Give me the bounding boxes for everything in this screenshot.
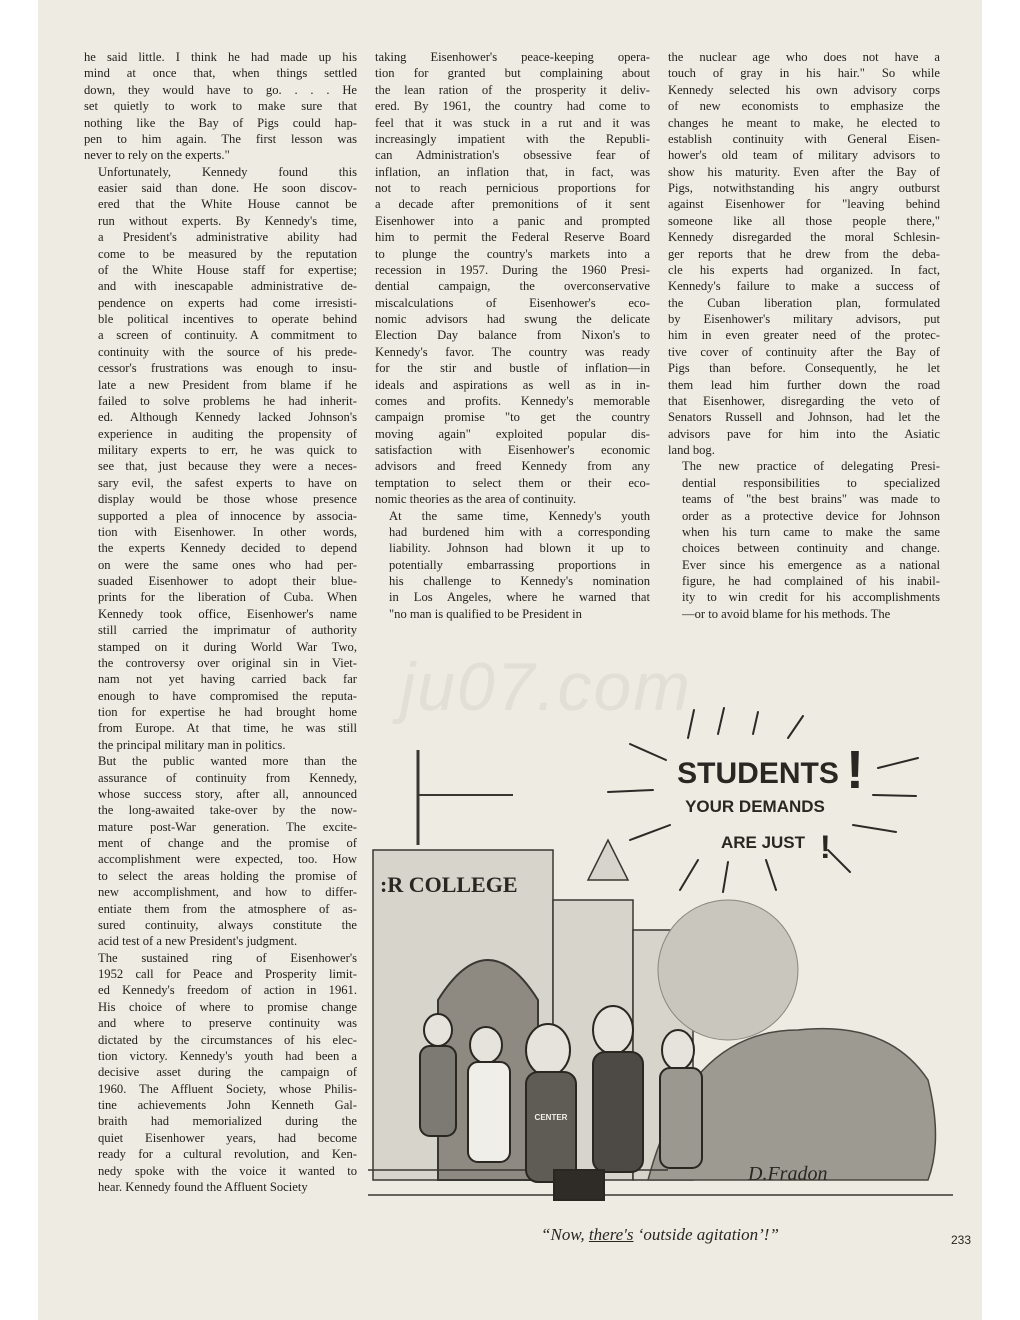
- text-line: down, they would have to go. . . . He: [84, 82, 357, 97]
- text-line: he said little. I think he had made up his: [84, 50, 357, 64]
- text-line: pen to him again. The first lesson was: [84, 131, 357, 146]
- text-line: touch of gray in his hair." So while: [668, 66, 940, 81]
- text-line: Election Day balance from Nixon's to: [375, 328, 650, 343]
- text-line: late a new President from blame if he: [98, 377, 357, 392]
- text-line: Pigs, notwithstanding his angry outburst: [668, 181, 940, 195]
- text-line: entiate them from the atmosphere of as-: [98, 901, 357, 916]
- caption-start: “Now,: [541, 1225, 589, 1244]
- text-line: military experts to err, he was quick to: [98, 443, 357, 457]
- text-line: the lean ration of the prosperity it deliv-: [375, 82, 650, 97]
- caption-end: ‘outside agitation’!”: [633, 1225, 779, 1244]
- text-line: nam not yet having carried back far: [98, 672, 357, 687]
- text-column-2: [375, 49, 650, 622]
- text-column-3: [668, 49, 940, 622]
- text-line: mature post-War generation. The excite-: [98, 819, 357, 834]
- text-line: the nuclear age who does not have a: [668, 50, 940, 64]
- text-line: quiet Eisenhower years, had become: [98, 1130, 357, 1145]
- text-line: nedy spoke with the voice it wanted to: [98, 1163, 357, 1178]
- text-line: taking Eisenhower's peace-keeping opera-: [375, 50, 650, 64]
- text-line: 1952 call for Peace and Prosperity limit-: [98, 967, 357, 981]
- text-line: when his turn came to make the same: [682, 524, 940, 539]
- text-line: supported a plea of innocence by associa-: [98, 508, 357, 523]
- text-line: never to rely on the experts.": [84, 148, 230, 163]
- text-line: Kennedy's favor. The country was ready: [375, 344, 650, 359]
- text-line: continuity with the source of his prede-: [98, 344, 357, 359]
- text-line: cle his experts had organized. In fact,: [668, 262, 940, 277]
- text-line: someone like all those people there,": [668, 213, 940, 228]
- text-line: satisfaction with Eisenhower's economic: [375, 443, 650, 457]
- text-line: a decade after premonitions of it sent: [375, 197, 650, 212]
- text-line: the principal military man in politics.: [98, 737, 286, 752]
- sign-text-students: STUDENTS: [677, 757, 839, 790]
- text-line: Senators Russell and Johnson, had let the: [668, 410, 940, 425]
- caption-underlined: there's: [588, 1225, 634, 1244]
- text-line: sary evil, the safest experts to have on: [98, 475, 357, 490]
- text-line: to plunge the country's markets into a: [375, 246, 650, 261]
- text-line: new accomplishment, and how to differ-: [98, 885, 357, 900]
- text-line: the long-awaited take-over by the now-: [98, 803, 357, 818]
- text-line: and where to preserve continuity was: [98, 1016, 357, 1031]
- paragraph: [375, 508, 650, 623]
- paragraph: [84, 753, 357, 950]
- text-line: Kennedy's failure to make a success of: [668, 279, 940, 294]
- text-line: not to reach pernicious proportions for: [375, 181, 650, 195]
- text-line: braith had memorialized during the: [98, 1114, 357, 1129]
- text-line: come to be measured by the reputation: [98, 246, 357, 261]
- text-line: figure, he had complained of his inabil-: [682, 574, 940, 588]
- text-line: failed to solve problems he had inherit-: [98, 393, 357, 408]
- text-line: still carried the imprimatur of authority: [98, 623, 357, 638]
- text-line: feel that it was stuck in a rut and it was: [375, 115, 650, 130]
- text-line: decisive asset during the campaign of: [98, 1065, 357, 1080]
- text-line: from Europe. At that time, he was still: [98, 721, 357, 736]
- text-line: easier said than done. He soon discov-: [98, 181, 357, 195]
- text-line: inflation, an inflation that, in fact, was: [375, 164, 650, 179]
- text-line: potentially embarrassing proportions in: [389, 557, 650, 572]
- text-line: But the public wanted more than the: [98, 754, 357, 769]
- text-line: tion victory. Kennedy's youth had been a: [98, 1048, 357, 1063]
- text-line: ment of change and the promise of: [98, 836, 357, 850]
- text-line: At the same time, Kennedy's youth: [389, 508, 650, 523]
- text-line: Ever since his emergence as a national: [682, 557, 940, 572]
- text-line: hear. Kennedy found the Affluent Society: [98, 1179, 308, 1194]
- text-line: to select the areas holding the promise of: [98, 868, 357, 883]
- text-line: order as a protective device for Johnson: [682, 508, 940, 523]
- paragraph: [668, 49, 940, 458]
- text-line: moving again" exploited popular dis-: [375, 426, 650, 441]
- text-line: ered that the White House cannot be: [98, 197, 357, 212]
- text-line: ger reports that he drew from the deba-: [668, 246, 940, 261]
- text-line: that Eisenhower, disregarding the veto of: [668, 393, 940, 408]
- text-line: tion for expertise he had brought home: [98, 705, 357, 719]
- text-line: see that, just because they were a neces-: [98, 459, 357, 474]
- svg-text:!: !: [846, 740, 864, 800]
- text-line: Eisenhower into a panic and prompted: [375, 213, 650, 228]
- paragraph: [84, 164, 357, 754]
- text-line: ready for a cultural revolution, and Ken-: [98, 1147, 357, 1162]
- text-line: the Cuban liberation plan, formulated: [668, 295, 940, 310]
- text-line: ed. Although Kennedy lacked Johnson's: [98, 410, 357, 425]
- text-line: run without experts. By Kennedy's time,: [98, 213, 357, 228]
- text-line: accomplishment were expected, too. How: [98, 852, 357, 867]
- text-line: mind at once that, when things settled: [84, 66, 357, 81]
- cartoon-caption: [420, 1225, 900, 1245]
- text-line: land bog.: [668, 443, 715, 457]
- sign-text-just: ARE JUST: [720, 833, 806, 852]
- text-line: nothing like the Bay of Pigs could hap-: [84, 115, 357, 130]
- text-line: stamped on it during World War Two,: [98, 639, 357, 654]
- text-line: set quietly to work to make sure that: [84, 99, 357, 114]
- text-line: ered. By 1961, the country had come to: [375, 99, 650, 114]
- text-line: of new economists to emphasize the: [668, 99, 940, 114]
- paragraph: [84, 49, 357, 164]
- text-line: tine achievements John Kenneth Gal-: [98, 1098, 357, 1112]
- text-line: enough to have compromised the reputa-: [98, 688, 357, 703]
- text-line: him to permit the Federal Reserve Board: [375, 230, 650, 245]
- text-line: of the White House staff for expertise;: [98, 262, 357, 277]
- text-line: a screen of continuity. A commitment to: [98, 328, 357, 343]
- text-line: dential campaign, the overconservative: [375, 279, 650, 294]
- text-line: liability. Johnson had blown it up to: [389, 541, 650, 556]
- artist-signature: D.Fradon: [748, 1163, 828, 1185]
- text-line: against Eisenhower for "leaving behind: [668, 197, 940, 212]
- sign-text-demands: YOUR DEMANDS: [685, 797, 825, 816]
- text-line: increasingly impatient with the Republi-: [375, 131, 650, 146]
- paragraph: [375, 49, 650, 508]
- text-line: nomic advisors had swung the delicate: [375, 312, 650, 326]
- text-line: his challenge to Kennedy's nomination: [389, 574, 650, 588]
- text-line: experience in auditing the propensity of: [98, 426, 357, 441]
- text-line: "no man is qualified to be President in: [389, 606, 582, 621]
- text-line: Pigs than before. Consequently, he let: [668, 361, 940, 376]
- text-line: temptation to select them or their eco-: [375, 475, 650, 490]
- text-line: changes he meant to make, he elected to: [668, 115, 940, 130]
- text-line: hower's old team of military advisors to: [668, 148, 940, 163]
- text-line: had burdened him with a corresponding: [389, 524, 650, 539]
- text-line: The sustained ring of Eisenhower's: [98, 950, 357, 965]
- cartoon-illustration: [368, 700, 953, 1220]
- text-line: miscalculations of Eisenhower's eco-: [375, 295, 650, 310]
- text-line: —or to avoid blame for his methods. The: [682, 606, 891, 621]
- text-line: His choice of where to promise change: [98, 999, 357, 1014]
- text-line: him in even greater need of the protec-: [668, 328, 940, 343]
- text-column-1: [84, 49, 357, 1195]
- text-line: ed Kennedy's freedom of action in 1961.: [98, 983, 357, 998]
- text-line: tive cover of continuity after the Bay of: [668, 344, 940, 359]
- text-line: cessor's frustrations was enough to insu-: [98, 361, 357, 376]
- text-line: advisors and freed Kennedy from any: [375, 459, 650, 474]
- text-line: Kennedy selected his own advisory corps: [668, 82, 940, 97]
- text-line: comes and profits. Kennedy's memorable: [375, 393, 650, 408]
- svg-text:!: !: [820, 829, 831, 865]
- text-line: pendence on experts had come irresisti-: [98, 295, 357, 310]
- text-line: recession in 1957. During the 1960 Presi-: [375, 262, 650, 277]
- text-line: ble political incentives to operate behind: [98, 312, 357, 326]
- paragraph: [84, 950, 357, 1196]
- text-line: can Administration's obsessive fear of: [375, 148, 650, 163]
- text-line: display would be those whose presence: [98, 492, 357, 507]
- text-line: the experts Kennedy decided to depend: [98, 541, 357, 556]
- text-line: teams of "the best brains" was made to: [682, 492, 940, 507]
- text-line: assurance of continuity from Kennedy,: [98, 770, 357, 785]
- text-line: 1960. The Affluent Society, whose Philis-: [98, 1081, 357, 1096]
- text-line: campaign promise "to get the country: [375, 410, 650, 425]
- text-line: advisors pave for him into the Asiatic: [668, 426, 940, 441]
- text-line: nomic theories as the area of continuity.: [375, 492, 576, 507]
- text-line: The new practice of delegating Presi-: [682, 459, 940, 474]
- text-line: the controversy over original sin in Viet-: [98, 655, 357, 670]
- text-line: dential responsibilities to specialized: [682, 475, 940, 490]
- text-line: in Los Angeles, where he warned that: [389, 590, 650, 605]
- text-line: acid test of a new President's judgment.: [98, 934, 298, 949]
- building-sign: :R COLLEGE: [380, 872, 518, 897]
- watermark: ju07.com: [400, 649, 692, 725]
- text-line: suaded Eisenhower to adopt their blue-: [98, 574, 357, 588]
- text-line: ity to win credit for his accomplishments: [682, 590, 940, 605]
- text-line: them lead him further down the road: [668, 377, 940, 392]
- text-line: Kennedy disregarded the moral Schlesin-: [668, 230, 940, 245]
- text-line: establish continuity with General Eisen-: [668, 131, 940, 146]
- text-line: and with inescapable administrative de-: [98, 279, 357, 294]
- text-line: choices between continuity and change.: [682, 541, 940, 556]
- paragraph: [668, 458, 940, 622]
- jacket-text: CENTER: [534, 1113, 568, 1122]
- text-line: sured continuity, always constitute the: [98, 917, 357, 932]
- text-line: for the stir and bustle of inflation—in: [375, 361, 650, 376]
- text-line: a President's administrative ability had: [98, 230, 357, 245]
- text-line: show his maturity. Even after the Bay of: [668, 164, 940, 179]
- text-line: dictated by the circumstances of his elec-: [98, 1032, 357, 1047]
- text-line: on were the same ones who had per-: [98, 557, 357, 572]
- text-line: whose success story, after all, announced: [98, 786, 357, 801]
- text-line: tion for granted but complaining about: [375, 66, 650, 81]
- text-line: ideals and aspirations as well as in in-: [375, 377, 650, 392]
- text-line: Unfortunately, Kennedy found this: [98, 164, 357, 179]
- text-line: prints for the liberation of Cuba. When: [98, 590, 357, 605]
- text-line: Kennedy took office, Eisenhower's name: [98, 606, 357, 621]
- text-line: tion with Eisenhower. In other words,: [98, 524, 357, 539]
- page-number: 233: [951, 1233, 972, 1247]
- text-line: by Eisenhower's military advisors, put: [668, 312, 940, 326]
